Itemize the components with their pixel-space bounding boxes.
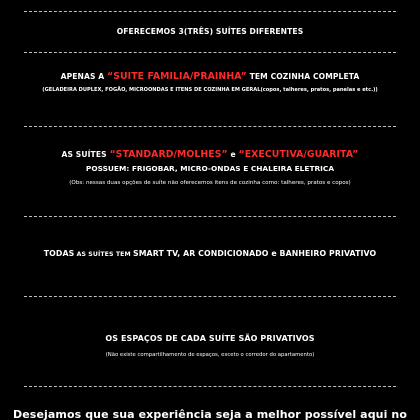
familia-line	[0, 71, 420, 82]
divider-2	[24, 126, 396, 127]
footer-text: Desejamos que sua experiência seja a melhor possível aqui no	[13, 408, 407, 420]
familia-prefix: APENAS A	[60, 72, 107, 81]
familia-note: (GELADEIRA DUPLEX, FOGÃO, MICROONDAS E ITENS DE COZINHA EM GERAL(copos, talheres, pratos, panelas e etc.))	[42, 87, 378, 93]
standard-connector: e	[227, 150, 239, 159]
divider-1	[24, 52, 396, 53]
all-small-text: AS SUÍTES TEM	[74, 251, 133, 258]
private-note: (Não existe compartilhamento de espaços, exceto o corredor do apartamento)	[105, 352, 315, 358]
standard-prefix: AS SUÍTES	[61, 150, 110, 159]
divider-top	[24, 11, 396, 12]
standard-suite-name-2: “EXECUTIVA/GUARITA”	[238, 149, 359, 160]
familia-suite-name: “SUITE FAMILIA/PRAINHA”	[107, 71, 247, 82]
all-word: TODAS	[43, 249, 75, 258]
all-features: SMART TV, AR CONDICIONADO e BANHEIRO PRIVATIVO	[132, 249, 377, 258]
divider-3	[24, 216, 396, 217]
divider-4	[24, 296, 396, 297]
standard-line	[0, 149, 420, 160]
intro-heading: OFERECEMOS 3(TRÊS) SUÍTES DIFERENTES	[116, 27, 304, 36]
private-heading: OS ESPAÇOS DE CADA SUÍTE SÃO PRIVATIVOS	[105, 334, 315, 343]
familia-suffix: TEM COZINHA COMPLETA	[246, 72, 360, 81]
standard-suite-name-1: “STANDARD/MOLHES”	[109, 149, 228, 160]
divider-5	[24, 386, 396, 387]
standard-amenities: POSSUEM: FRIGOBAR, MICRO-ONDAS E CHALEIRA ELETRICA	[85, 164, 335, 173]
all-suites-line	[0, 249, 420, 258]
standard-note: (Obs: nessas duas opções de suíte não oferecemos itens de cozinha como: talheres, pratos e copos)	[69, 180, 351, 186]
